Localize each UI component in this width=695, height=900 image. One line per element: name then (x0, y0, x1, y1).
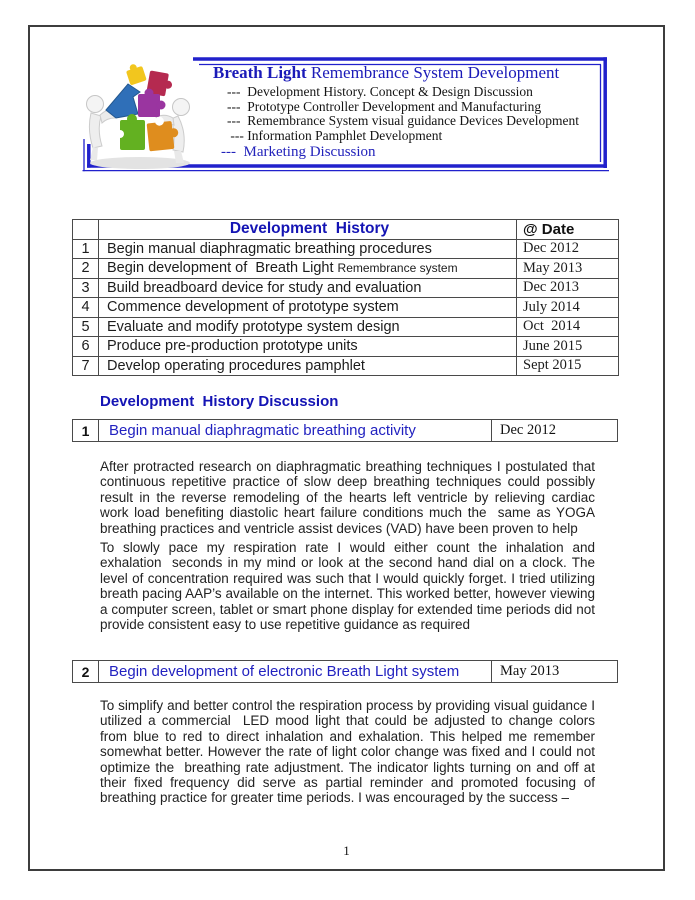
discussion-item-date: Dec 2012 (500, 422, 556, 438)
row-date: Sept 2015 (517, 356, 619, 376)
row-task (99, 337, 517, 357)
table-header-num (73, 220, 99, 240)
row-task-text: Evaluate and modify prototype system design (107, 318, 400, 335)
row-task-text: Commence development of prototype system (107, 299, 399, 316)
row-task-text: Build breadboard device for study and evaluation (107, 279, 422, 296)
document-title (213, 63, 613, 83)
row-date: Dec 2013 (517, 278, 619, 298)
document-title-rest: Remembrance System Development (306, 63, 560, 82)
document-page (28, 25, 665, 871)
row-num: 4 (73, 298, 99, 318)
table-row (73, 298, 619, 318)
table-row (73, 239, 619, 259)
row-task (99, 317, 517, 337)
table-row (73, 356, 619, 376)
discussion-item-number: 1 (73, 420, 99, 441)
row-task-text: Develop operating procedures pamphlet (107, 357, 365, 374)
table-header-date: @ Date (517, 220, 619, 240)
teamwork-puzzle-logo-image (82, 60, 194, 172)
table-row (73, 317, 619, 337)
header-bullet-2: --- Prototype Controller Development and Manufacturing (227, 98, 542, 114)
table-row (73, 278, 619, 298)
row-date: July 2014 (517, 298, 619, 318)
row-task (99, 259, 517, 279)
row-task-small-text: Remembrance system (337, 261, 458, 276)
document-title-brand: Breath Light (213, 63, 307, 82)
discussion-item-title: Begin manual diaphragmatic breathing activity (99, 420, 492, 441)
paragraph: After protracted research on diaphragmatic breathing techniques I postulated that continuous repetitive practice of slow deep breathing techniques could possibly result in the reverse remodeling of the hearts left ventricle by relieving cardiac work load benefiting diastolic heart failure conditions much the same as YOGA breathing practices and ventricle assist devices (VAD) have been proven to help (100, 459, 599, 536)
page-number: 1 (343, 843, 350, 858)
row-date: Dec 2012 (517, 239, 619, 259)
row-date: May 2013 (517, 259, 619, 279)
row-task-text: Begin development of Breath Light (107, 260, 338, 277)
row-task-text: Produce pre-production prototype units (107, 338, 358, 355)
row-num: 7 (73, 356, 99, 376)
discussion-item-1-header (72, 419, 618, 442)
row-task (99, 356, 517, 376)
discussion-item-2-body (100, 698, 599, 806)
row-num: 5 (73, 317, 99, 337)
header-text-block (213, 63, 613, 161)
row-num: 3 (73, 278, 99, 298)
row-date: June 2015 (517, 337, 619, 357)
header-bullet-4: --- Information Pamphlet Development (227, 127, 443, 143)
discussion-item-date: May 2013 (500, 663, 560, 679)
discussion-item-number: 2 (73, 661, 99, 682)
table-row (73, 259, 619, 279)
discussion-item-1-body (100, 459, 599, 633)
table-header-row (73, 220, 619, 240)
discussion-item-title: Begin development of electronic Breath Light system (99, 661, 492, 682)
row-num: 6 (73, 337, 99, 357)
header-banner (30, 27, 663, 187)
discussion-item-2-header (72, 660, 618, 683)
row-date: Oct 2014 (517, 317, 619, 337)
paragraph: To slowly pace my respiration rate I would either count the inhalation and exhalation seconds in my mind or look at the second hand dial on a clock. The level of concentration required was such that I would quickly forget. I tried utilizing breath pacing AAP’s available on the internet. This worked better, however viewing a computer screen, tablet or smart phone display for extended time periods did not provide consistent easy to use repetitive guidance as required (100, 540, 599, 633)
header-bullet-1: --- Development History. Concept & Design Discussion (227, 84, 533, 99)
paragraph: To simplify and better control the respiration process by providing visual guidance I utilized a commercial LED mood light that could be adjusted to change colors from blue to red to direct inhalation and exhalation. This helped me remember somewhat better. However the rate of light color change was fixed and I could not optimize the breathing rate adjustment. The indicator lights turning on and off at their fixed frequency did serve as partial reminder and promoted focusing of breathing practice for greater time periods. I was encouraged by the success – (100, 698, 599, 806)
row-num: 1 (73, 239, 99, 259)
row-task (99, 278, 517, 298)
header-marketing-line: --- Marketing Discussion (221, 144, 376, 161)
row-task-text: Begin manual diaphragmatic breathing procedures (107, 240, 432, 257)
discussion-section-heading: Development History Discussion (100, 393, 339, 410)
row-task (99, 239, 517, 259)
row-num: 2 (73, 259, 99, 279)
table-header-title: Development History (99, 220, 517, 240)
header-bullet-3: --- Remembrance System visual guidance Devices Development (227, 113, 580, 129)
table-row (73, 337, 619, 357)
development-history-table (72, 219, 619, 376)
row-task (99, 298, 517, 318)
